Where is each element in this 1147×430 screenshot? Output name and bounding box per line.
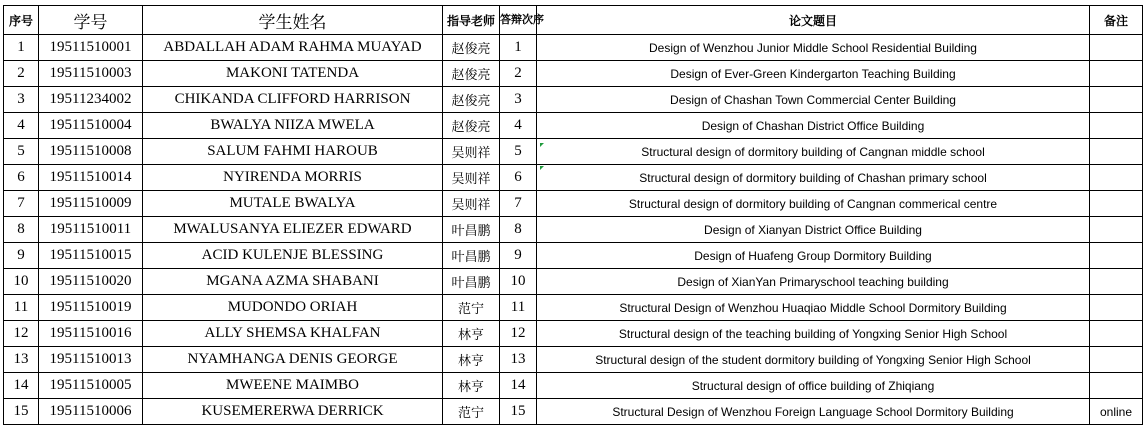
- table-row: [4, 139, 1143, 165]
- cell-student-name[interactable]: SALUM FAHMI HAROUB: [143, 139, 443, 165]
- cell-advisor[interactable]: 林亨: [443, 321, 500, 347]
- cell-thesis-title[interactable]: Design of Chashan Town Commercial Center Building: [537, 87, 1090, 113]
- cell-thesis-title[interactable]: Design of Ever-Green Kindergarton Teaching Building: [537, 61, 1090, 87]
- cell-student-name[interactable]: BWALYA NIIZA MWELA: [143, 113, 443, 139]
- cell-remarks[interactable]: online: [1090, 399, 1143, 425]
- header-advisor[interactable]: 指导老师: [443, 6, 500, 35]
- cell-index[interactable]: 9: [4, 243, 39, 269]
- cell-remarks[interactable]: [1090, 61, 1143, 87]
- cell-advisor[interactable]: 赵俊亮: [443, 87, 500, 113]
- header-remarks[interactable]: 备注: [1090, 6, 1143, 35]
- cell-student-id[interactable]: 19511510001: [39, 35, 143, 61]
- cell-student-id[interactable]: 19511510003: [39, 61, 143, 87]
- table-row: [4, 87, 1143, 113]
- cell-remarks[interactable]: [1090, 243, 1143, 269]
- cell-student-id[interactable]: 19511510013: [39, 347, 143, 373]
- header-student-name[interactable]: 学生姓名: [143, 6, 443, 35]
- cell-remarks[interactable]: [1090, 113, 1143, 139]
- cell-remarks[interactable]: [1090, 35, 1143, 61]
- cell-index[interactable]: 14: [4, 373, 39, 399]
- cell-advisor[interactable]: 吴则祥: [443, 191, 500, 217]
- cell-student-id[interactable]: 19511510020: [39, 269, 143, 295]
- cell-defense-order[interactable]: 7: [500, 191, 537, 217]
- cell-defense-order[interactable]: 15: [500, 399, 537, 425]
- cell-defense-order[interactable]: 12: [500, 321, 537, 347]
- table-row: [4, 217, 1143, 243]
- header-thesis-title[interactable]: 论文题目: [537, 6, 1090, 35]
- cell-index[interactable]: 15: [4, 399, 39, 425]
- cell-remarks[interactable]: [1090, 87, 1143, 113]
- cell-student-name[interactable]: MUDONDO ORIAH: [143, 295, 443, 321]
- table-row: [4, 347, 1143, 373]
- cell-remarks[interactable]: [1090, 373, 1143, 399]
- header-defense-order[interactable]: 答辩次序: [500, 6, 537, 35]
- cell-student-name[interactable]: ALLY SHEMSA KHALFAN: [143, 321, 443, 347]
- cell-student-id[interactable]: 19511234002: [39, 87, 143, 113]
- table-row: [4, 243, 1143, 269]
- cell-defense-order[interactable]: 4: [500, 113, 537, 139]
- cell-index[interactable]: 12: [4, 321, 39, 347]
- comment-marker-icon: [540, 143, 544, 147]
- cell-student-id[interactable]: 19511510011: [39, 217, 143, 243]
- cell-index[interactable]: 6: [4, 165, 39, 191]
- cell-thesis-title[interactable]: Design of Huafeng Group Dormitory Building: [537, 243, 1090, 269]
- cell-student-name[interactable]: ABDALLAH ADAM RAHMA MUAYAD: [143, 35, 443, 61]
- cell-advisor[interactable]: 吴则祥: [443, 139, 500, 165]
- cell-defense-order[interactable]: 10: [500, 269, 537, 295]
- cell-index[interactable]: 10: [4, 269, 39, 295]
- cell-remarks[interactable]: [1090, 165, 1143, 191]
- cell-student-id[interactable]: 19511510004: [39, 113, 143, 139]
- cell-student-id[interactable]: 19511510008: [39, 139, 143, 165]
- cell-thesis-title[interactable]: Structural Design of Wenzhou Huaqiao Middle School Dormitory Building: [537, 295, 1090, 321]
- cell-remarks[interactable]: [1090, 139, 1143, 165]
- cell-student-id[interactable]: 19511510014: [39, 165, 143, 191]
- table-row: [4, 165, 1143, 191]
- cell-student-name[interactable]: NYAMHANGA DENIS GEORGE: [143, 347, 443, 373]
- cell-student-name[interactable]: MUTALE BWALYA: [143, 191, 443, 217]
- table-row: [4, 295, 1143, 321]
- table-row: [4, 61, 1143, 87]
- cell-thesis-title[interactable]: Design of Chashan District Office Building: [537, 113, 1090, 139]
- cell-index[interactable]: 7: [4, 191, 39, 217]
- cell-advisor[interactable]: 范宁: [443, 295, 500, 321]
- cell-defense-order[interactable]: 5: [500, 139, 537, 165]
- cell-student-id[interactable]: 19511510005: [39, 373, 143, 399]
- comment-marker-icon: [540, 166, 544, 170]
- cell-student-name[interactable]: MWALUSANYA ELIEZER EDWARD: [143, 217, 443, 243]
- cell-thesis-title[interactable]: Structural Design of Wenzhou Foreign Language School Dormitory Building: [537, 399, 1090, 425]
- cell-student-name[interactable]: MGANA AZMA SHABANI: [143, 269, 443, 295]
- cell-remarks[interactable]: [1090, 191, 1143, 217]
- cell-thesis-title[interactable]: Structural design of the student dormitory building of Yongxing Senior High School: [537, 347, 1090, 373]
- cell-defense-order[interactable]: 14: [500, 373, 537, 399]
- cell-advisor[interactable]: 叶昌鹏: [443, 269, 500, 295]
- cell-thesis-title[interactable]: Structural design of dormitory building of Cangnan commerical centre: [537, 191, 1090, 217]
- cell-advisor[interactable]: 叶昌鹏: [443, 243, 500, 269]
- table-row: [4, 399, 1143, 425]
- cell-advisor[interactable]: 吴则祥: [443, 165, 500, 191]
- cell-remarks[interactable]: [1090, 295, 1143, 321]
- cell-index[interactable]: 3: [4, 87, 39, 113]
- thesis-defense-table: [3, 5, 1143, 425]
- cell-remarks[interactable]: [1090, 347, 1143, 373]
- cell-defense-order[interactable]: 6: [500, 165, 537, 191]
- cell-advisor[interactable]: 林亨: [443, 373, 500, 399]
- cell-index[interactable]: 13: [4, 347, 39, 373]
- cell-student-id[interactable]: 19511510006: [39, 399, 143, 425]
- header-student-id[interactable]: 学号: [39, 6, 143, 35]
- cell-index[interactable]: 2: [4, 61, 39, 87]
- cell-index[interactable]: 1: [4, 35, 39, 61]
- cell-defense-order[interactable]: 2: [500, 61, 537, 87]
- table-row: [4, 269, 1143, 295]
- cell-remarks[interactable]: [1090, 217, 1143, 243]
- cell-advisor[interactable]: 赵俊亮: [443, 113, 500, 139]
- cell-index[interactable]: 4: [4, 113, 39, 139]
- cell-student-id[interactable]: 19511510019: [39, 295, 143, 321]
- cell-student-id[interactable]: 19511510016: [39, 321, 143, 347]
- cell-index[interactable]: 5: [4, 139, 39, 165]
- table-row: [4, 113, 1143, 139]
- cell-defense-order[interactable]: 11: [500, 295, 537, 321]
- cell-defense-order[interactable]: 13: [500, 347, 537, 373]
- table-row: [4, 35, 1143, 61]
- cell-advisor[interactable]: 范宁: [443, 399, 500, 425]
- cell-student-name[interactable]: CHIKANDA CLIFFORD HARRISON: [143, 87, 443, 113]
- cell-advisor[interactable]: 叶昌鹏: [443, 217, 500, 243]
- cell-student-name[interactable]: MWEENE MAIMBO: [143, 373, 443, 399]
- cell-student-id[interactable]: 19511510015: [39, 243, 143, 269]
- cell-defense-order[interactable]: 9: [500, 243, 537, 269]
- cell-remarks[interactable]: [1090, 321, 1143, 347]
- cell-advisor[interactable]: 赵俊亮: [443, 35, 500, 61]
- cell-student-name[interactable]: KUSEMERERWA DERRICK: [143, 399, 443, 425]
- cell-thesis-title[interactable]: Design of XianYan Primaryschool teaching building: [537, 269, 1090, 295]
- cell-advisor[interactable]: 林亨: [443, 347, 500, 373]
- table-row: [4, 321, 1143, 347]
- table-row: [4, 373, 1143, 399]
- cell-student-name[interactable]: MAKONI TATENDA: [143, 61, 443, 87]
- cell-thesis-title[interactable]: Structural design of the teaching building of Yongxing Senior High School: [537, 321, 1090, 347]
- cell-index[interactable]: 8: [4, 217, 39, 243]
- cell-thesis-title[interactable]: Structural design of dormitory building of Chashan primary school: [537, 165, 1090, 191]
- cell-defense-order[interactable]: 3: [500, 87, 537, 113]
- cell-defense-order[interactable]: 8: [500, 217, 537, 243]
- header-row: [4, 6, 1143, 35]
- cell-advisor[interactable]: 赵俊亮: [443, 61, 500, 87]
- cell-thesis-title[interactable]: Design of Wenzhou Junior Middle School Residential Building: [537, 35, 1090, 61]
- cell-defense-order[interactable]: 1: [500, 35, 537, 61]
- cell-remarks[interactable]: [1090, 269, 1143, 295]
- header-index[interactable]: 序号: [4, 6, 39, 35]
- cell-thesis-title[interactable]: Design of Xianyan District Office Building: [537, 217, 1090, 243]
- cell-student-name[interactable]: NYIRENDA MORRIS: [143, 165, 443, 191]
- cell-thesis-title[interactable]: Structural design of dormitory building of Cangnan middle school: [537, 139, 1090, 165]
- cell-student-id[interactable]: 19511510009: [39, 191, 143, 217]
- cell-thesis-title[interactable]: Structural design of office building of Zhiqiang: [537, 373, 1090, 399]
- cell-index[interactable]: 11: [4, 295, 39, 321]
- table-row: [4, 191, 1143, 217]
- cell-student-name[interactable]: ACID KULENJE BLESSING: [143, 243, 443, 269]
